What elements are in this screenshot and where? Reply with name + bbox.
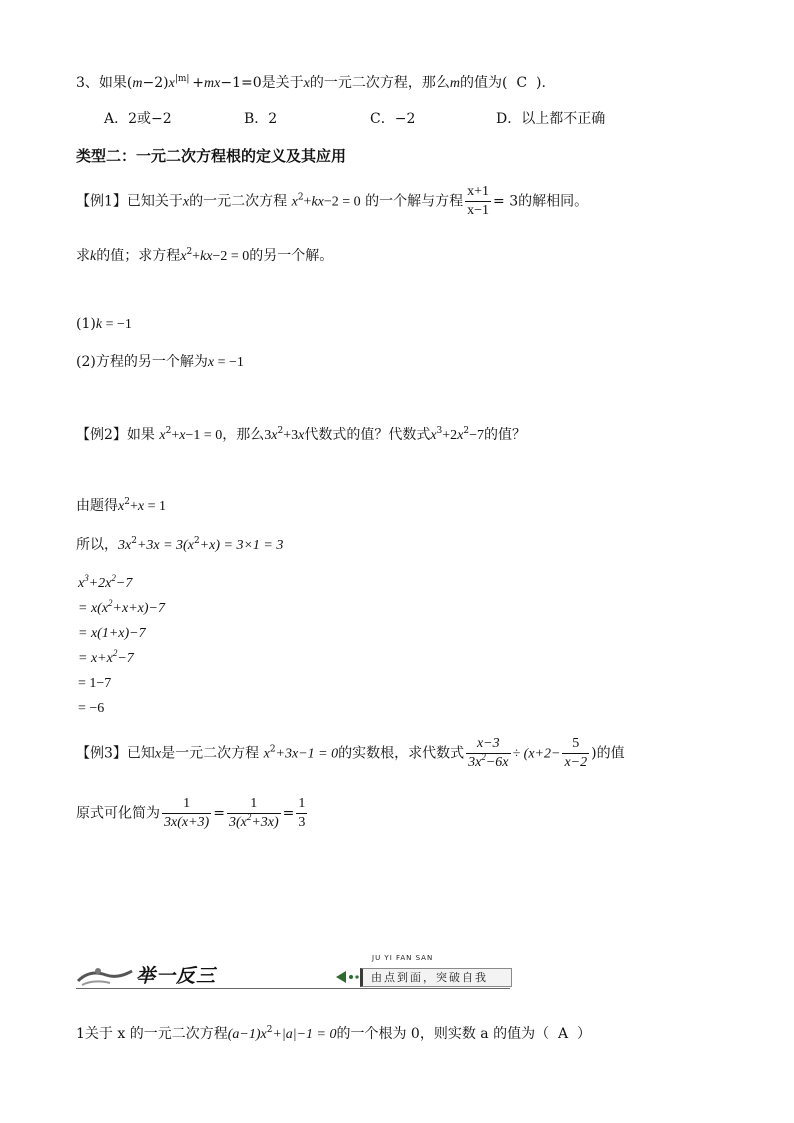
question-3-answer: C (516, 75, 528, 91)
brush-decoration-icon (76, 961, 136, 987)
question-3-option-a: A．2或−2 (104, 111, 172, 127)
example-3-stem: 【例3】已知x是一元二次方程 $x^2+3x-1 = 0$的实数根，求代数式 $\frac{x-3}{3x^2-6x}$ ÷ (x+2− $\frac{5}{x-2}$ )的值 (76, 736, 625, 770)
banner-slogan: 由点到面，突破自我 (371, 971, 488, 984)
example-2-work-line-4: = $x+x^2-7$ (78, 648, 134, 666)
banner-pinyin: JU YI FAN SAN (372, 954, 434, 962)
example-1-stem: 【例1】已知关于x的一元二次方程 $x^2+kx-2 = 0$ 的一个解与方程 $\frac{x+1}{x-1}$ = 3的解相同。 (76, 184, 589, 218)
question-3-option-b: B．2 (244, 111, 278, 127)
question-3-stem: 3、如果$(m-2)x^{|m|} +mx-1=0$是关于x的一元二次方程，那么m的值为( C ). (76, 74, 546, 91)
example-1-answer-2: (2)方程的另一个解为x = −1 (76, 354, 244, 370)
arrow-dots-icon (334, 965, 362, 989)
example-2-step-2: 所以，$3x^2+3x = 3(x^2+x) = 3\times 1 = 3$ (76, 536, 284, 553)
example-1-fraction: $\frac{x+1}{x-1}$ (467, 184, 490, 218)
banner-divider (76, 988, 510, 989)
example-1-question: 求k的值；求方程$x^2+kx-2 = 0$的另一个解。 (76, 247, 334, 264)
example-2-work-line-5: = 1−7 (78, 676, 112, 691)
question-3-option-d: D．以上都不正确 (496, 111, 606, 127)
section-heading: 类型二：一元二次方程根的定义及其应用 (76, 147, 347, 165)
example-2-work-line-3: = x(1+x)−7 (78, 626, 146, 641)
banner-slogan-box (334, 954, 510, 987)
example-2-stem: 【例2】如果 $x^2+x-1 = 0$，那么$3x^2+3x$代数式的值？代数式$x^3+2x^2-7$的值？ (76, 426, 527, 443)
example-3-solution: 原式可化简为 $\frac{1}{3x(x+3)}$ = $\frac{1}{3(x^2+3x)}$ = $\frac{1}{3}$ (76, 796, 306, 830)
practice-banner (76, 961, 266, 987)
question-3-option-c: C．−2 (370, 111, 416, 127)
solution-fraction-2: $\frac{1}{3(x^2+3x)}$ (228, 796, 279, 830)
practice-problem-1-answer: A (558, 1026, 569, 1042)
example-3-fraction-2: $\frac{5}{x-2}$ (564, 736, 588, 770)
example-2-step-1: 由题得$x^2+x = 1$ (76, 497, 166, 514)
solution-fraction-3: $\frac{1}{3}$ (298, 796, 306, 830)
example-2-work-line-2: = $x(x^2+x+x)-7$ (78, 598, 165, 616)
example-2-work-line-6: = −6 (78, 701, 105, 716)
example-2-work-line-1: $x^3+2x^2-7$ (78, 573, 133, 591)
example-1-answer-1: (1)k = −1 (76, 316, 132, 332)
solution-fraction-1: $\frac{1}{3x(x+3)}$ (164, 796, 210, 830)
banner-slogan-panel (360, 968, 512, 987)
banner-title: 举一反三 (136, 965, 217, 987)
example-3-fraction-1: $\frac{x-3}{3x^2-6x}$ (468, 736, 509, 770)
practice-problem-1: 1关于 x 的一元二次方程$(a-1)x^2+|a|-1 = 0$的一个根为 0，则实数 a 的值为（ A ） (76, 1025, 592, 1042)
